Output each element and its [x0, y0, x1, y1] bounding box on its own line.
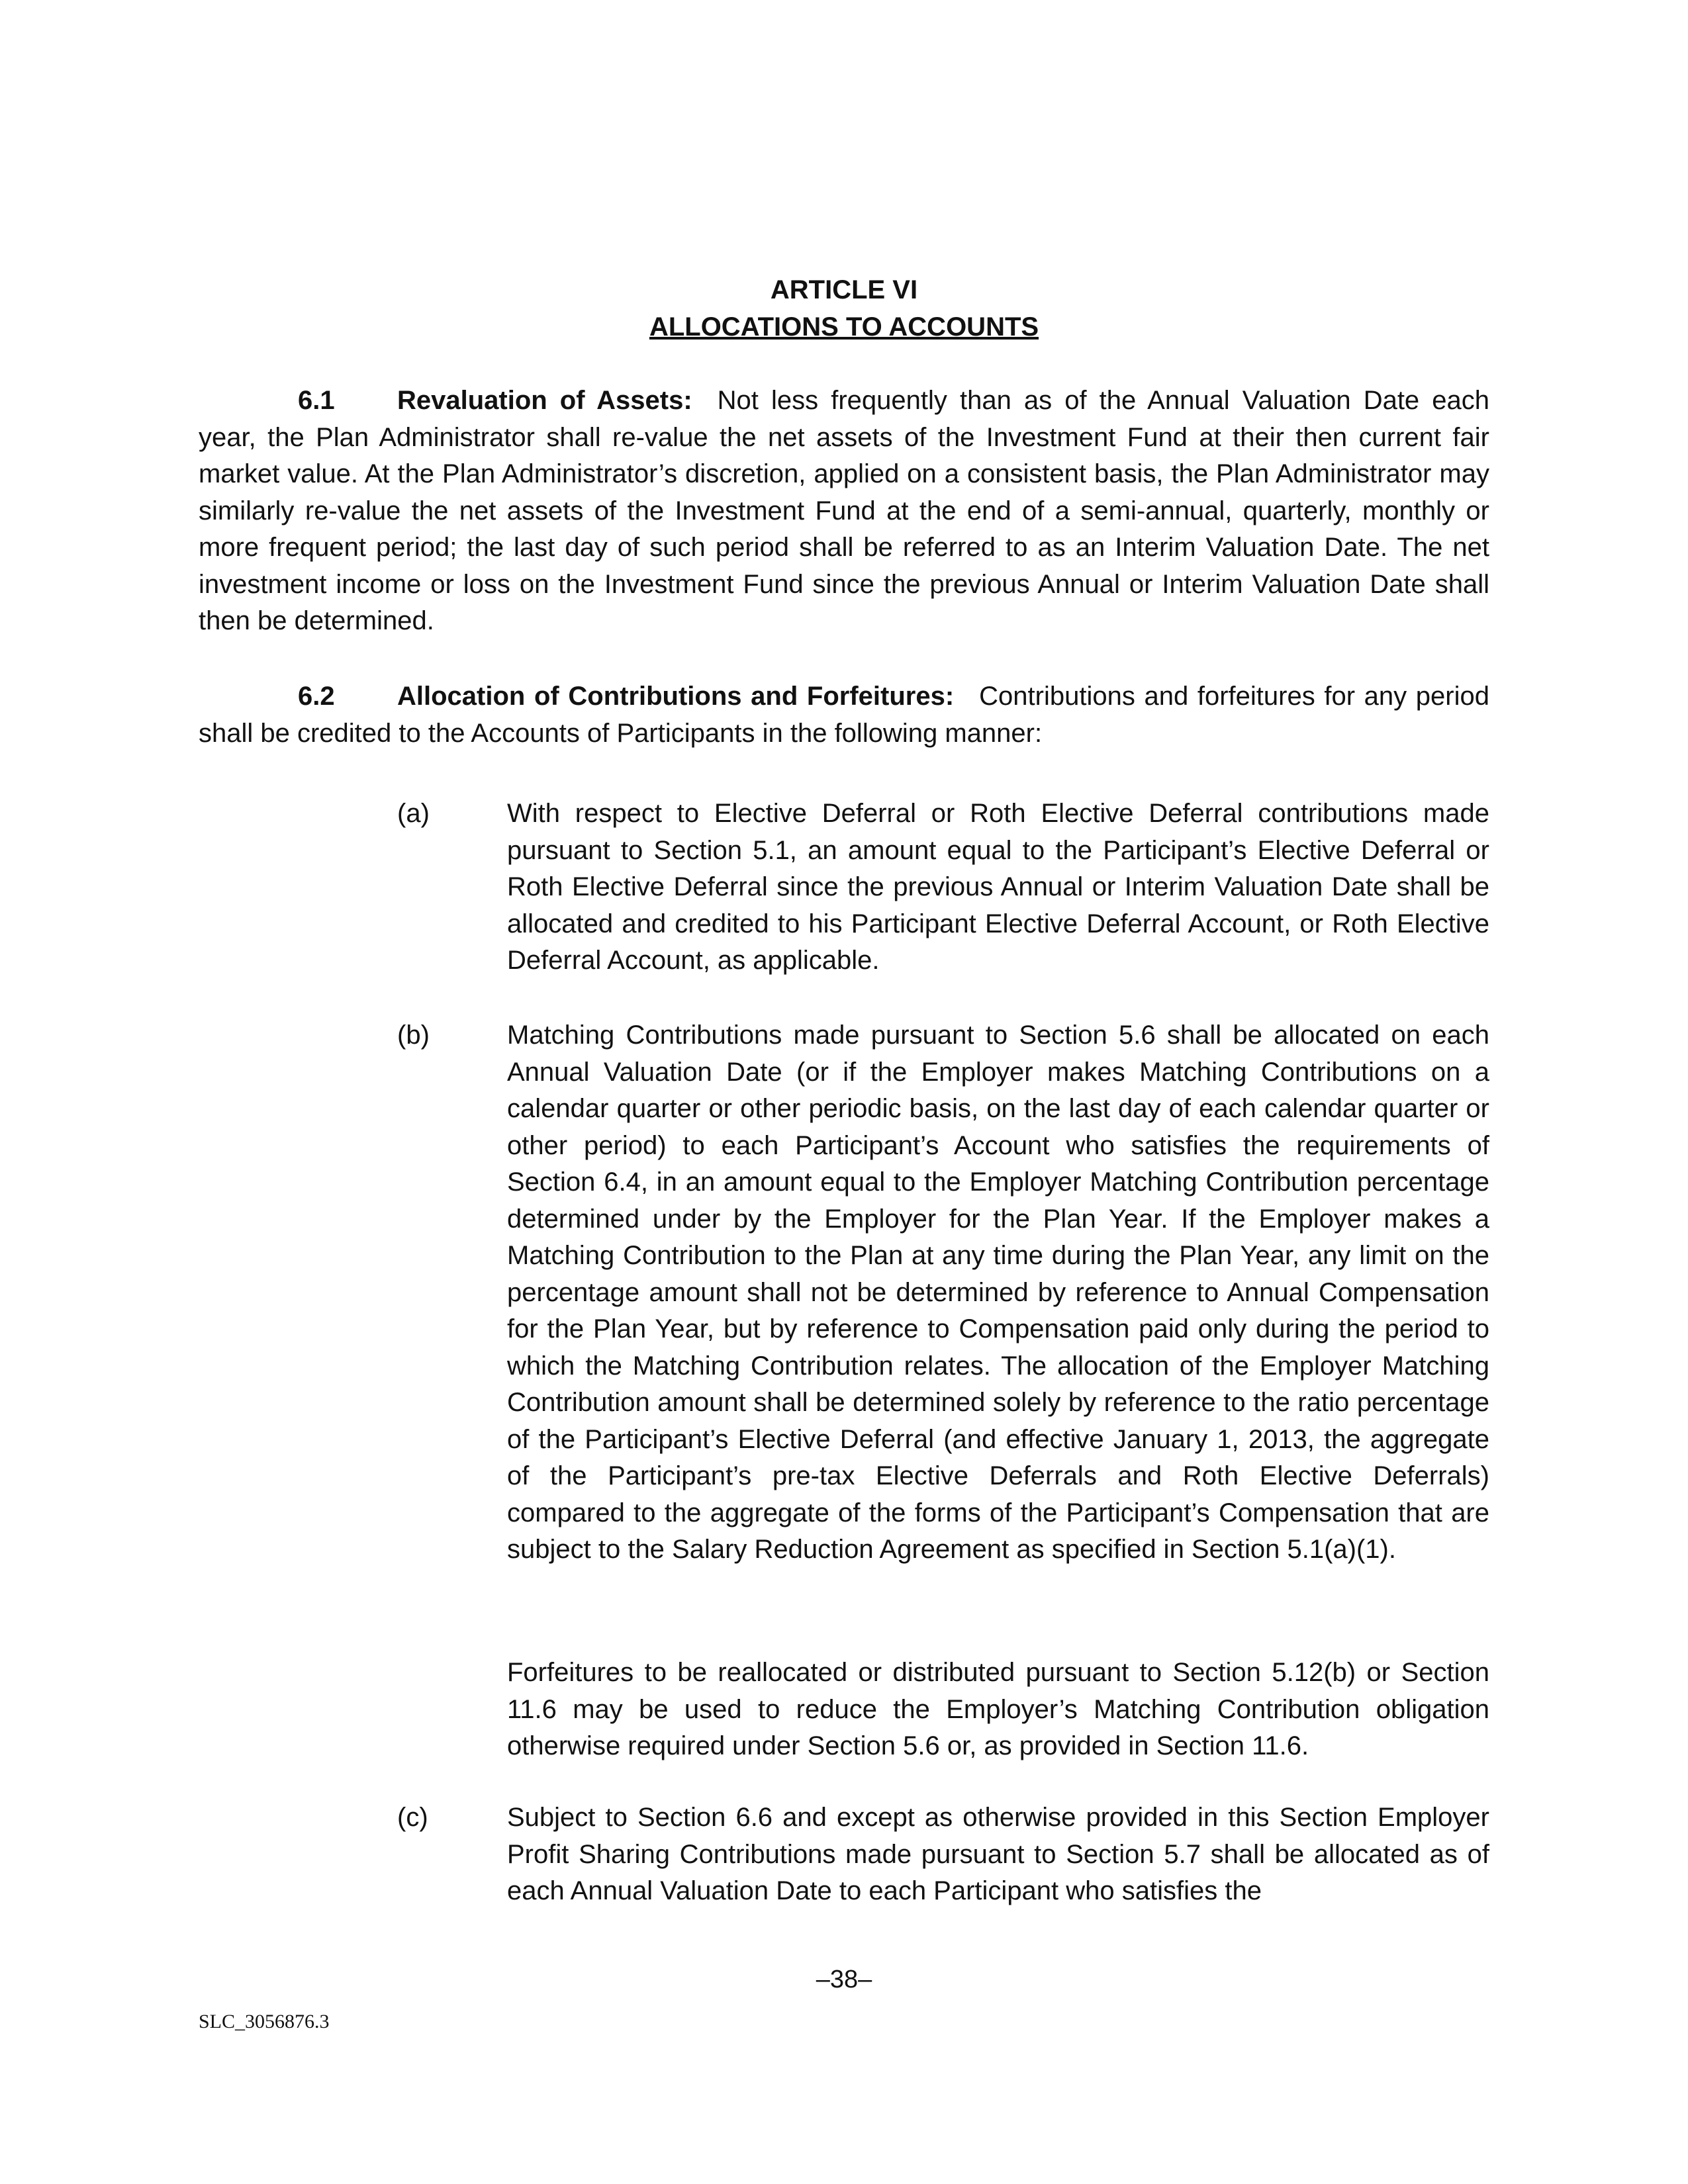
item-marker: (b) [397, 1021, 430, 1050]
section-title: Allocation of Contributions and Forfeitures: [397, 682, 955, 711]
item-text: Forfeitures to be reallocated or distributed pursuant to Section 5.12(b) or Section 11.6 may be used to reduce the Employer’s Matching Contribution obligation otherwise required under Section 5.6 or, as provided in Section 11.6. [507, 1658, 1489, 1760]
item-marker: (a) [397, 799, 430, 828]
section-title: Revaluation of Assets: [397, 386, 692, 415]
list-item-a [397, 796, 1489, 979]
list-item-b [397, 1017, 1489, 1569]
list-item-c [397, 1799, 1489, 1910]
page-number: –38– [816, 1966, 872, 1993]
section-6-1 [199, 383, 1489, 640]
list-item-b-continuation [397, 1655, 1489, 1765]
item-text: With respect to Elective Deferral or Roth Elective Deferral contributions made pursuant to Section 5.1, an amount equal to the Participant’s Elective Deferral or Roth Elective Deferral since the previous Annual or Interim Valuation Date shall be allocated and credited to his Participant Elective Deferral Account, or Roth Elective Deferral Account, as applicable. [507, 799, 1489, 975]
item-marker: (c) [397, 1803, 428, 1832]
item-text: Matching Contributions made pursuant to Section 5.6 shall be allocated on each Annual Valuation Date (or if the Employer makes Matching Contributions on a calendar quarter or other periodic basis, on the last day of each calendar quarter or other period) to each Participant’s Account who satisfies the requirements of Section 6.4, in an amount equal to the Employer Matching Contribution percentage determined under by the Employer for the Plan Year. If the Employer makes a Matching Contribution to the Plan at any time during the Plan Year, any limit on the percentage amount shall not be determined by reference to Annual Compensation for the Plan Year, but by reference to Compensation paid only during the period to which the Matching Contribution relates. The allocation of the Employer Matching Contribution amount shall be determined solely by reference to the ratio percentage of the Participant’s Elective Deferral (and effective January 1, 2013, the aggregate of the Participant’s pre-tax Elective Deferrals and Roth Elective Deferrals) compared to the aggregate of the forms of the Participant’s Compensation that are subject to the Salary Reduction Agreement as specified in Section 5.1(a)(1). [507, 1021, 1489, 1564]
item-text: Subject to Section 6.6 and except as otherwise provided in this Section Employer Profit Sharing Contributions made pursuant to Section 5.7 shall be allocated as of each Annual Valuation Date to each Participant who satisfies the [507, 1803, 1489, 1905]
document-id: SLC_3056876.3 [199, 2011, 330, 2032]
article-number: ARTICLE VI [770, 275, 918, 304]
section-number: 6.1 [298, 386, 335, 415]
section-body: Contributions and forfeitures for any period shall be credited to the Accounts of Participants in the following manner: [199, 682, 1489, 748]
section-6-2 [199, 678, 1489, 752]
article-title: ALLOCATIONS TO ACCOUNTS [649, 312, 1039, 341]
section-body: Not less frequently than as of the Annual Valuation Date each year, the Plan Administrator shall re-value the net assets of the Investment Fund at their then current fair market value. At the Plan Administrator’s discretion, applied on a consistent basis, the Plan Administrator may similarly re-value the net assets of the Investment Fund at the end of a semi-annual, quarterly, monthly or more frequent period; the last day of such period shall be referred to as an Interim Valuation Date. The net investment income or loss on the Investment Fund since the previous Annual or Interim Valuation Date shall then be determined. [199, 386, 1489, 635]
section-number: 6.2 [298, 682, 335, 711]
